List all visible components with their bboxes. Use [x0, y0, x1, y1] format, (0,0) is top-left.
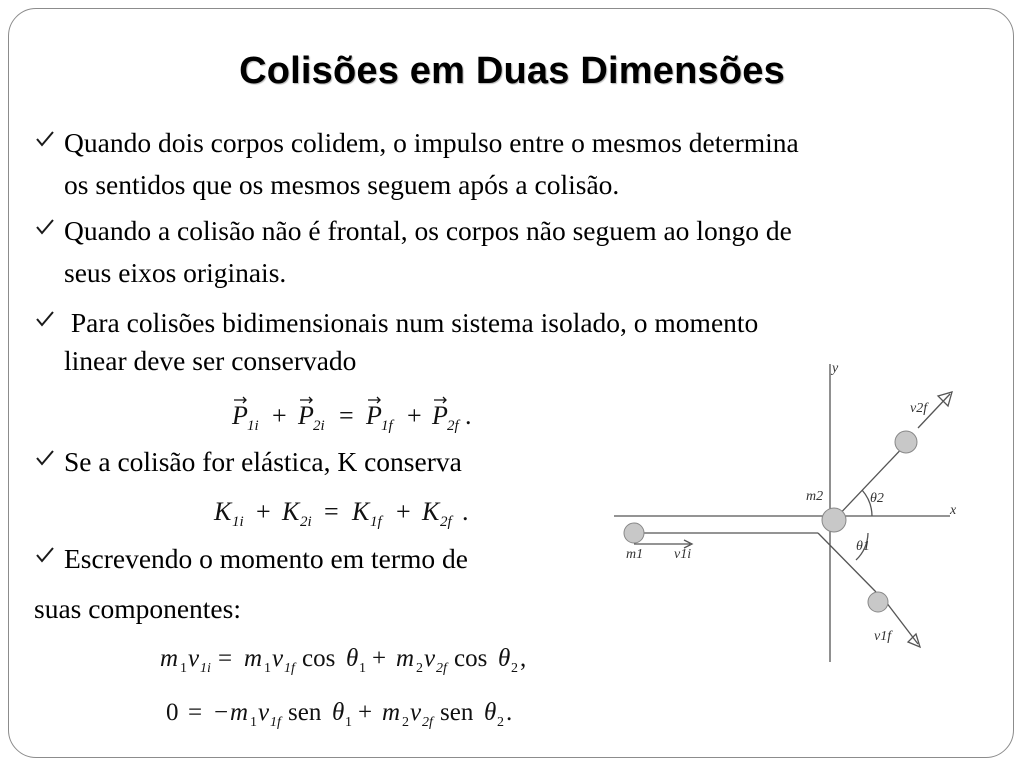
ball-m2: [822, 508, 846, 532]
svg-text:+: +: [372, 645, 387, 672]
label-m2: m2: [806, 489, 824, 504]
energy-equation: [208, 490, 508, 534]
svg-text:=: =: [188, 699, 203, 726]
svg-text:cos: cos: [302, 645, 336, 672]
svg-text:1i: 1i: [232, 514, 244, 530]
svg-text:,: ,: [520, 645, 527, 672]
svg-text:v: v: [188, 645, 200, 672]
svg-text:sen: sen: [440, 699, 474, 726]
svg-text:+: +: [256, 497, 271, 526]
svg-text:θ: θ: [484, 699, 497, 726]
label-v1i: v1i: [674, 547, 692, 562]
label-v1f: v1f: [874, 629, 892, 644]
svg-text:2: 2: [497, 715, 504, 730]
svg-text:P: P: [366, 401, 382, 430]
svg-text:v: v: [410, 699, 422, 726]
bullet-1-line-2: os sentidos que os mesmos seguem após a colisão.: [64, 169, 620, 200]
svg-text:1: 1: [250, 715, 257, 730]
checkmark-icon: [34, 216, 56, 238]
svg-text:θ: θ: [346, 645, 359, 672]
svg-text:1: 1: [359, 661, 366, 676]
v1f-arrowhead: [908, 634, 920, 647]
svg-text:2f: 2f: [422, 715, 433, 730]
collision-diagram: [610, 350, 970, 670]
svg-text:2f: 2f: [436, 661, 447, 676]
continuation-text: suas componentes:: [34, 593, 241, 624]
svg-text:P: P: [432, 401, 448, 430]
svg-text:m: m: [382, 699, 401, 726]
svg-text:1: 1: [345, 715, 352, 730]
svg-text:P: P: [232, 401, 248, 430]
checkmark-icon: [34, 544, 56, 566]
svg-text:1: 1: [180, 661, 187, 676]
checkmark-icon: [34, 128, 56, 150]
svg-text:2: 2: [511, 661, 518, 676]
svg-text:2i: 2i: [313, 418, 325, 434]
svg-text:+: +: [396, 497, 411, 526]
svg-text:.: .: [506, 699, 513, 726]
label-v2f: v2f: [910, 401, 928, 416]
svg-text:m: m: [244, 645, 263, 672]
bullet-3-line-1: Para colisões bidimensionais num sistema isolado, o momento: [64, 307, 759, 338]
slide-title: Colisões em Duas Dimensões: [239, 50, 785, 92]
label-x: x: [950, 503, 957, 518]
svg-text:1i: 1i: [247, 418, 259, 434]
bullet-4-line-1: Se a colisão for elástica, K conserva: [64, 446, 462, 477]
svg-text:=: =: [218, 645, 233, 672]
bullet-5-line-1: Escrevendo o momento em termo de: [64, 543, 468, 574]
label-m1: m1: [626, 547, 644, 562]
svg-text:−: −: [214, 699, 229, 726]
bullet-3-line-2: linear deve ser conservado: [64, 345, 357, 376]
svg-text:v: v: [424, 645, 436, 672]
svg-text:2f: 2f: [447, 418, 459, 434]
svg-text:sen: sen: [288, 699, 322, 726]
svg-text:v: v: [272, 645, 284, 672]
svg-text:0: 0: [166, 699, 179, 726]
label-theta1: θ1: [856, 539, 870, 554]
ball-v1f: [868, 592, 888, 612]
svg-text:K: K: [282, 497, 300, 526]
svg-text:m: m: [396, 645, 415, 672]
svg-text:θ: θ: [332, 699, 345, 726]
svg-text:m: m: [230, 699, 249, 726]
svg-text:.: .: [465, 401, 472, 430]
svg-text:+: +: [358, 699, 373, 726]
svg-text:P: P: [298, 401, 314, 430]
ball-m1: [624, 523, 644, 543]
checkmark-icon: [34, 308, 56, 330]
svg-text:1f: 1f: [270, 715, 281, 730]
svg-text:v: v: [258, 699, 270, 726]
svg-text:2: 2: [416, 661, 423, 676]
svg-text:1: 1: [264, 661, 271, 676]
momentum-equation: [226, 392, 516, 440]
label-theta2: θ2: [870, 491, 884, 506]
ball-v2f: [895, 431, 917, 453]
svg-text:θ: θ: [498, 645, 511, 672]
checkmark-icon: [34, 447, 56, 469]
svg-text:+: +: [272, 401, 287, 430]
svg-text:K: K: [214, 497, 232, 526]
svg-text:1f: 1f: [370, 514, 382, 530]
y-component-equation: [160, 690, 580, 734]
svg-text:m: m: [160, 645, 179, 672]
bullet-2-line-2: seus eixos originais.: [64, 257, 287, 288]
label-y: y: [832, 361, 839, 376]
svg-text:cos: cos: [454, 645, 488, 672]
svg-text:1f: 1f: [381, 418, 393, 434]
bullet-1-line-1: Quando dois corpos colidem, o impulso entre o mesmos determina: [64, 127, 799, 158]
x-component-equation: [156, 636, 596, 680]
svg-text:K: K: [352, 497, 370, 526]
svg-text:1f: 1f: [284, 661, 295, 676]
svg-text:=: =: [339, 401, 354, 430]
svg-text:.: .: [462, 497, 469, 526]
svg-text:K: K: [422, 497, 440, 526]
svg-text:+: +: [407, 401, 422, 430]
svg-text:=: =: [324, 497, 339, 526]
svg-text:1i: 1i: [200, 661, 211, 676]
svg-text:2: 2: [402, 715, 409, 730]
svg-text:2f: 2f: [440, 514, 452, 530]
svg-text:2i: 2i: [300, 514, 312, 530]
bullet-2-line-1: Quando a colisão não é frontal, os corpos não seguem ao longo de: [64, 215, 792, 246]
